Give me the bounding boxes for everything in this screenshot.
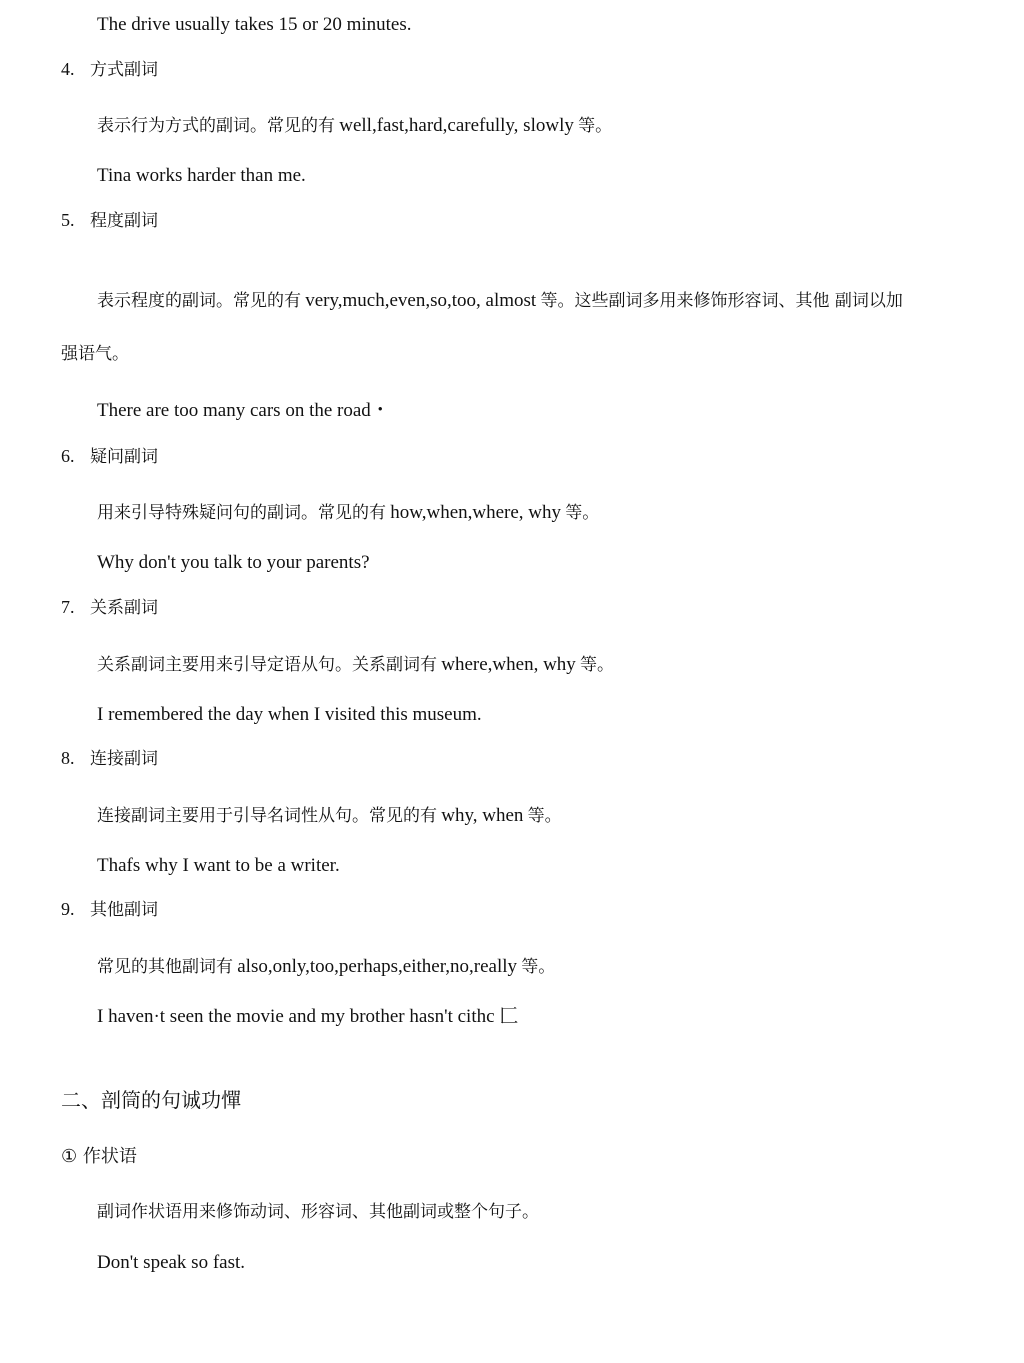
desc-end: 等。 bbox=[527, 806, 562, 826]
desc-cn: 表示程度的副词。常见的有 bbox=[97, 291, 301, 311]
section-title: 连接副词 bbox=[90, 749, 158, 769]
section-8-description bbox=[97, 806, 562, 825]
section-5-heading bbox=[61, 211, 158, 230]
section-6-heading bbox=[61, 447, 158, 466]
section-6-example: Why don't you talk to your parents? bbox=[97, 552, 370, 573]
section-8-heading bbox=[61, 749, 158, 768]
section-title: 方式副词 bbox=[90, 60, 158, 80]
section-title: 疑问副词 bbox=[90, 447, 158, 467]
example-sentence-drive: The drive usually takes 15 or 20 minutes. bbox=[97, 14, 412, 35]
desc-en: how,when,where, why bbox=[390, 502, 562, 523]
subsection-1-heading: ① 作状语 bbox=[61, 1146, 137, 1167]
section-number: 4. bbox=[61, 59, 75, 79]
desc-en: well,fast,hard,carefully, slowly bbox=[339, 115, 574, 136]
section-7-heading bbox=[61, 598, 158, 617]
desc-en: why, when bbox=[441, 805, 524, 826]
desc-end: 等。 bbox=[521, 957, 556, 977]
section-number: 5. bbox=[61, 210, 75, 230]
section-5-example: There are too many cars on the road・ bbox=[97, 400, 390, 421]
desc-end: 等。 bbox=[580, 655, 615, 675]
section-4-description bbox=[97, 116, 612, 135]
desc-end: 等。这些副词多用来修饰形容词、其他 副词以加 bbox=[540, 291, 903, 311]
section-7-description bbox=[97, 655, 614, 674]
section-2-heading: 二、剖筒的句诚功憚 bbox=[61, 1088, 241, 1112]
section-8-example: Thafs why I want to be a writer. bbox=[97, 855, 340, 876]
section-title: 程度副词 bbox=[90, 211, 158, 231]
section-9-example: I haven·t seen the movie and my brother hasn't cithc 匚 bbox=[97, 1006, 519, 1027]
section-number: 9. bbox=[61, 899, 75, 919]
desc-end: 等。 bbox=[578, 116, 613, 136]
subsection-1-description: 副词作状语用来修饰动词、形容词、其他副词或整个句子。 bbox=[97, 1202, 539, 1222]
desc-en: also,only,too,perhaps,either,no,really bbox=[237, 956, 518, 977]
section-title: 其他副词 bbox=[90, 900, 158, 920]
subsection-1-example: Don't speak so fast. bbox=[97, 1252, 246, 1273]
section-9-heading bbox=[61, 900, 158, 919]
section-4-example: Tina works harder than me. bbox=[97, 165, 306, 186]
desc-cn: 常见的其他副词有 bbox=[97, 957, 233, 977]
section-number: 8. bbox=[61, 748, 75, 768]
section-5-description-continued: 强语气。 bbox=[61, 344, 129, 364]
desc-en: where,when, why bbox=[441, 654, 576, 675]
desc-cn: 用来引导特殊疑问句的副词。常见的有 bbox=[97, 503, 386, 523]
section-4-heading bbox=[61, 60, 158, 79]
desc-cn: 连接副词主要用于引导名词性从句。常见的有 bbox=[97, 806, 437, 826]
section-6-description bbox=[97, 503, 599, 522]
desc-end: 等。 bbox=[565, 503, 600, 523]
desc-cn: 表示行为方式的副词。常见的有 bbox=[97, 116, 335, 136]
section-9-description bbox=[97, 957, 555, 976]
section-number: 7. bbox=[61, 597, 75, 617]
section-5-description bbox=[97, 291, 903, 310]
desc-en: very,much,even,so,too, almost bbox=[305, 290, 537, 311]
section-number: 6. bbox=[61, 446, 75, 466]
section-7-example: I remembered the day when I visited this museum. bbox=[97, 704, 482, 725]
section-title: 关系副词 bbox=[90, 598, 158, 618]
desc-cn: 关系副词主要用来引导定语从句。关系副词有 bbox=[97, 655, 437, 675]
